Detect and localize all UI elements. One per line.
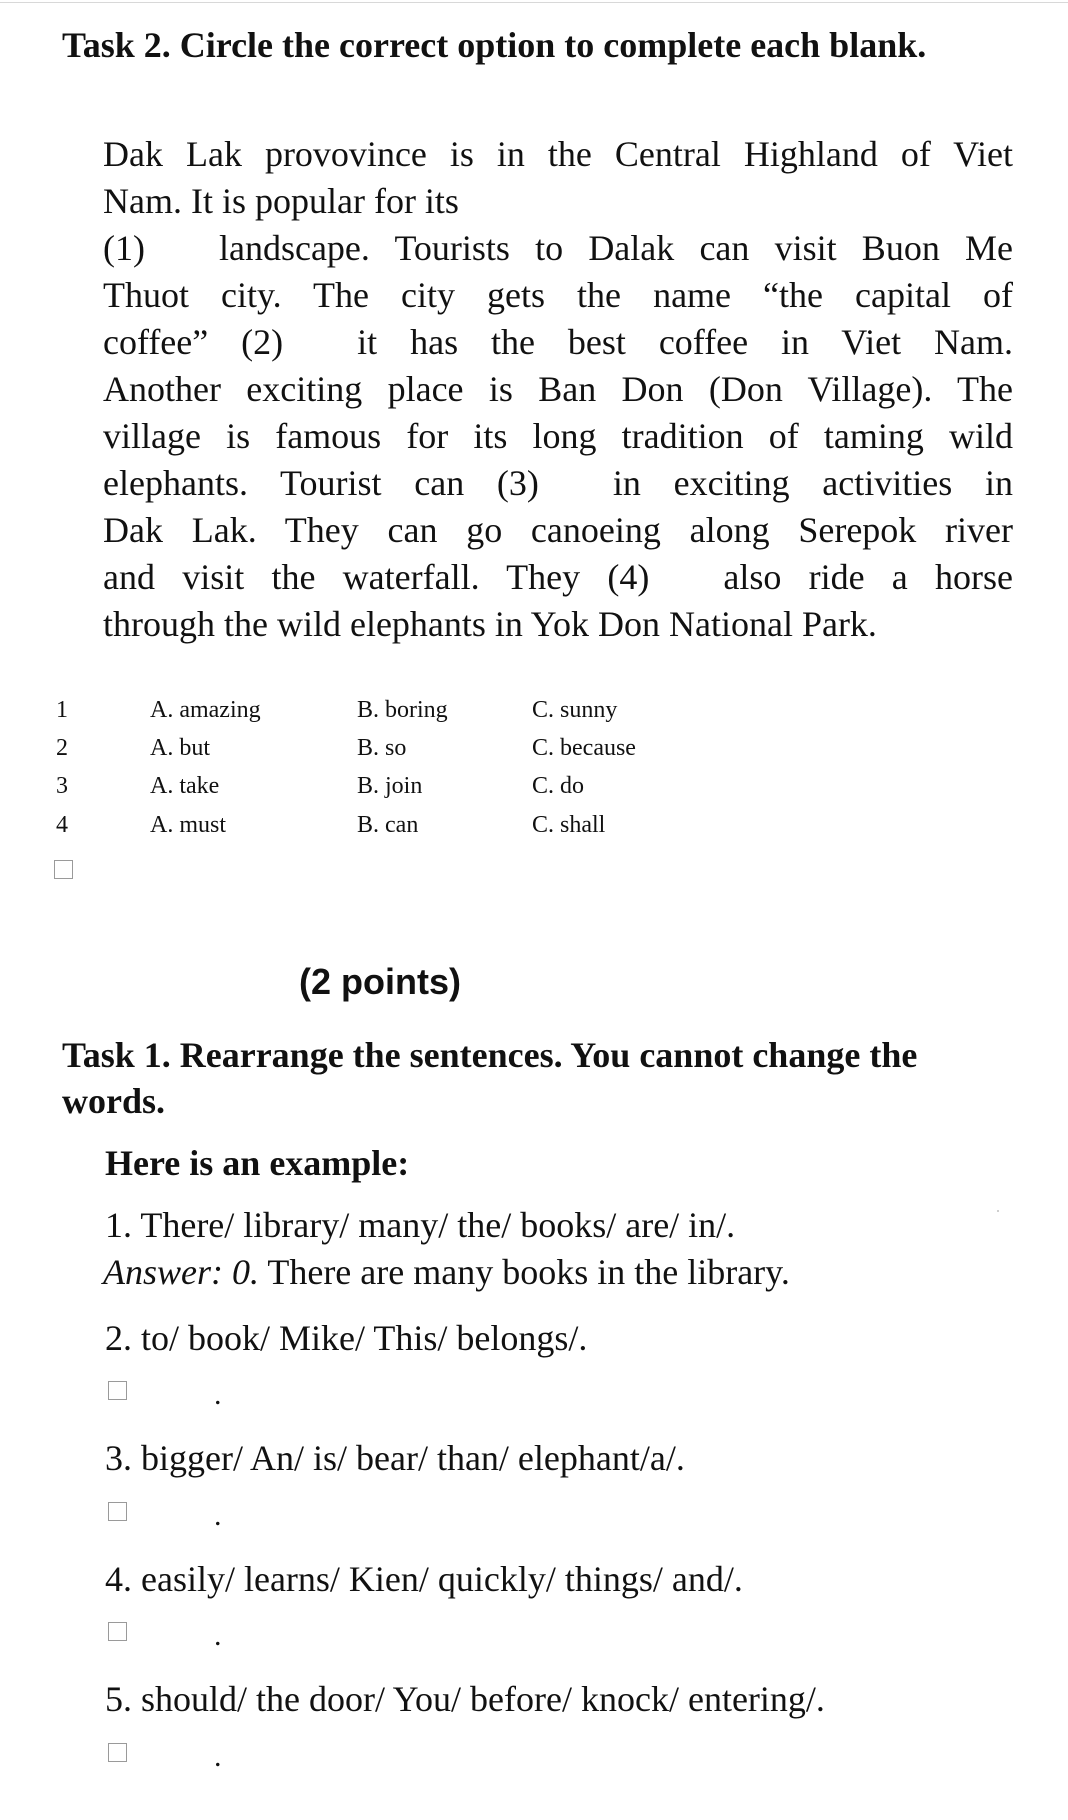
- option-row-number: 2: [56, 735, 68, 761]
- answer-label: Answer: 0.: [103, 1252, 259, 1292]
- passage-line: village is famous for its long tradition of taming wild: [103, 416, 1013, 456]
- option-3c[interactable]: C. do: [532, 773, 585, 799]
- end-mark: .: [214, 1499, 222, 1532]
- option-row-number: 4: [56, 812, 68, 838]
- task2-title: Task 2. Circle the correct option to complete each blank.: [62, 25, 927, 65]
- question-2: 2. to/ book/ Mike/ This/ belongs/.: [105, 1318, 588, 1358]
- answer-box-4-icon[interactable]: [108, 1622, 127, 1641]
- question-3: 3. bigger/ An/ is/ bear/ than/ elephant/a/.: [105, 1438, 685, 1478]
- task2-passage: [103, 131, 1013, 648]
- end-mark: .: [214, 1740, 222, 1773]
- answer-box-2-icon[interactable]: [108, 1381, 127, 1400]
- option-row-number: 3: [56, 773, 68, 799]
- example-item: 1. There/ library/ many/ the/ books/ are/ in/.: [105, 1205, 736, 1245]
- passage-line: Dak Lak provovince is in the Central Highland of Viet: [103, 134, 1013, 174]
- option-1c[interactable]: C. sunny: [532, 697, 618, 723]
- task1-title: Task 1. Rearrange the sentences. You cannot change the words.: [62, 1035, 918, 1121]
- option-2c[interactable]: C. because: [532, 735, 636, 761]
- option-4a[interactable]: A. must: [150, 812, 227, 838]
- passage-line: elephants. Tourist can (3) in exciting activities in: [103, 463, 1013, 503]
- passage-line: coffee” (2) it has the best coffee in Viet Nam.: [103, 322, 1014, 362]
- option-1b[interactable]: B. boring: [357, 697, 448, 723]
- option-row-number: 1: [56, 697, 68, 723]
- passage-line: through the wild elephants in Yok Don National Park.: [103, 604, 877, 644]
- passage-line: Thuot city. The city gets the name “the capital of: [103, 275, 1013, 315]
- question-5: 5. should/ the door/ You/ before/ knock/ entering/.: [105, 1679, 825, 1719]
- blank-4-label: and visit the waterfall. They (4): [103, 557, 650, 597]
- option-3b[interactable]: B. join: [357, 773, 423, 799]
- top-divider: [0, 2, 1068, 3]
- passage-line: Nam. It is popular for its: [103, 181, 459, 221]
- passage-line: Dak Lak. They can go canoeing along Serepok river: [103, 510, 1013, 550]
- end-mark: .: [214, 1378, 222, 1411]
- blank-1-label: (1): [103, 228, 145, 268]
- answer-box-5-icon[interactable]: [108, 1743, 127, 1762]
- stray-dot: [997, 1210, 999, 1212]
- question-4: 4. easily/ learns/ Kien/ quickly/ things/ and/.: [105, 1559, 743, 1599]
- option-1a[interactable]: A. amazing: [150, 697, 261, 723]
- end-mark: .: [214, 1619, 222, 1652]
- answer-text: There are many books in the library.: [259, 1252, 790, 1292]
- blank-3-label: elephants. Tourist can (3): [103, 463, 539, 503]
- example-answer: [103, 1249, 790, 1295]
- passage-line: (1) landscape. Tourists to Dalak can visit Buon Me: [103, 228, 1013, 268]
- option-2b[interactable]: B. so: [357, 735, 407, 761]
- answer-box-3-icon[interactable]: [108, 1502, 127, 1521]
- option-3a[interactable]: A. take: [150, 773, 220, 799]
- blank-2-label: coffee” (2): [103, 322, 284, 362]
- option-4c[interactable]: C. shall: [532, 812, 606, 838]
- passage-line: Another exciting place is Ban Don (Don Village). The: [103, 369, 1013, 409]
- example-title: Here is an example:: [105, 1143, 410, 1183]
- option-4b[interactable]: B. can: [357, 812, 419, 838]
- checkbox-icon[interactable]: [54, 860, 73, 879]
- points-label: (2 points): [299, 961, 461, 1002]
- passage-line: and visit the waterfall. They (4) also ride a horse: [103, 557, 1013, 597]
- option-2a[interactable]: A. but: [150, 735, 210, 761]
